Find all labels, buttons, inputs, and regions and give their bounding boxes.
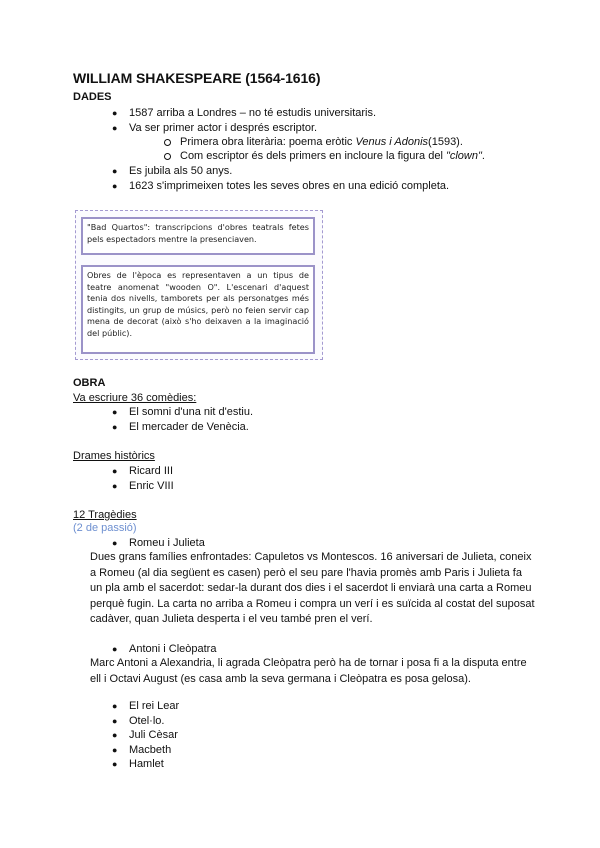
clown-term: "clown" xyxy=(445,150,482,162)
antoni-summary: Marc Antoni a Alexandria, li agrada Cleòpatra però ha de tornar i posa fi a la disputa entre ell i Octavi August (es casa amb la seva germana i Cleòpatra es posa gelosa). xyxy=(90,657,527,685)
list-item: Ricard III xyxy=(129,465,174,477)
list-item: Hamlet xyxy=(129,758,164,770)
list-item xyxy=(180,149,485,163)
list-item: 1623 s'imprimeixen totes les seves obres en una edició completa. xyxy=(129,180,450,192)
list-item: El mercader de Venècia. xyxy=(129,421,249,433)
item-text: Primera obra literària: poema eròtic xyxy=(180,136,356,148)
bullet-icon: ● xyxy=(112,407,118,417)
bullet-icon: ● xyxy=(112,181,118,191)
list-item: Romeu i Julieta xyxy=(129,537,205,549)
bullet-icon: ● xyxy=(112,644,118,654)
bullet-icon: ● xyxy=(112,108,118,118)
bullet-icon: ● xyxy=(112,730,118,740)
list-item: El somni d'una nit d'estiu. xyxy=(129,406,254,418)
section-heading-dades: DADES xyxy=(73,91,112,103)
list-item: Antoni i Cleòpatra xyxy=(129,643,217,655)
page-title: WILLIAM SHAKESPEARE (1564-1616) xyxy=(73,70,321,86)
bullet-icon: ● xyxy=(112,481,118,491)
circle-bullet-icon xyxy=(164,139,171,146)
item-text: (1593). xyxy=(428,136,463,148)
dramas-heading: Drames històrics xyxy=(73,450,155,462)
notes-image xyxy=(75,210,323,360)
bullet-icon: ● xyxy=(112,123,118,133)
list-item: Va ser primer actor i després escriptor. xyxy=(129,122,318,134)
bullet-icon: ● xyxy=(112,745,118,755)
bullet-icon: ● xyxy=(112,422,118,432)
list-item: Juli Cèsar xyxy=(129,729,178,741)
item-text: . xyxy=(481,150,485,162)
list-item: 1587 arriba a Londres – no té estudis universitaris. xyxy=(129,107,377,119)
list-item: Macbeth xyxy=(129,744,172,756)
list-item: Es jubila als 50 anys. xyxy=(129,165,233,177)
work-title: Venus i Adonis xyxy=(355,136,429,148)
circle-bullet-icon xyxy=(164,153,171,160)
bullet-icon: ● xyxy=(112,538,118,548)
passion-note: (2 de passió) xyxy=(73,522,137,534)
wooden-o-note: Obres de l'època es representaven a un tipus de teatre anomenat "wooden O". L'escenari d'aquest tenia dos nivells, tamborets per als personatges més distingits, un grup de músics, però no feien servir cap mena de decorat (això s'ho deixaven a la imaginació del públic). xyxy=(81,265,315,354)
list-item: Otel·lo. xyxy=(129,715,165,727)
list-item xyxy=(180,135,463,149)
section-heading-obra: OBRA xyxy=(73,377,106,389)
bullet-icon: ● xyxy=(112,166,118,176)
bullet-icon: ● xyxy=(112,759,118,769)
bullet-icon: ● xyxy=(112,716,118,726)
list-item: El rei Lear xyxy=(129,700,180,712)
item-text: Com escriptor és dels primers en incloure la figura del xyxy=(180,150,446,162)
bad-quartos-note: "Bad Quartos": transcripcions d'obres teatrals fetes pels espectadors mentre la presenciaven. xyxy=(81,217,315,255)
bullet-icon: ● xyxy=(112,701,118,711)
tragedies-heading: 12 Tragèdies xyxy=(73,509,137,521)
romeo-summary: Dues grans famílies enfrontades: Capuletos vs Montescos. 16 aniversari de Julieta, coneix a Romeu (al dia següent es casen) però el seu pare l'havia promès amb Paris i Julieta fa un pla amb el sacerdot: sedar-la durant dos dies i el sacerdot li enviarà una carta a Romeu perquè fugin. La carta no arriba a Romeu i compra un verí i es suïcida al costat del suposat cadàver, quan Julieta desperta i el veu també pren el verí. xyxy=(90,551,535,625)
comedies-heading: Va escriure 36 comèdies: xyxy=(73,392,197,404)
list-item: Enric VIII xyxy=(129,480,174,492)
bullet-icon: ● xyxy=(112,466,118,476)
